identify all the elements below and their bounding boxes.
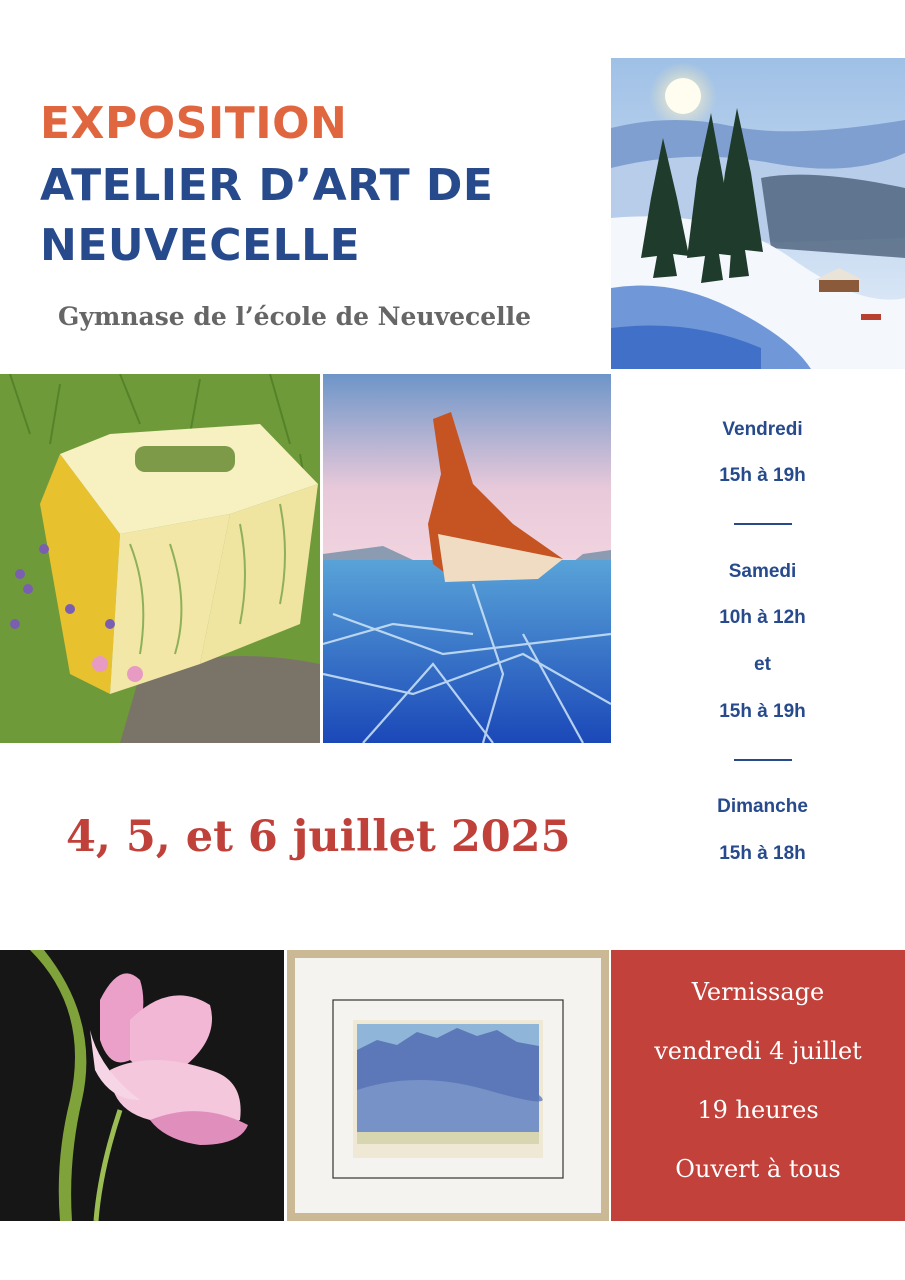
event-date: 4, 5, et 6 juillet 2025 <box>66 812 571 862</box>
winter-landscape-painting <box>611 58 905 369</box>
venue-subtitle: Gymnase de l’école de Neuvecelle <box>58 302 532 331</box>
schedule-divider <box>734 523 792 525</box>
saturday-afternoon-hours: 15h à 19h <box>719 701 806 722</box>
framed-mountain-painting <box>287 950 609 1221</box>
friday-label: Vendredi <box>722 419 803 440</box>
title-line-2: NEUVECELLE <box>40 220 361 271</box>
saturday-morning-hours: 10h à 12h <box>719 607 806 628</box>
schedule-divider <box>734 759 792 761</box>
exposition-heading: EXPOSITION <box>40 98 348 149</box>
vernissage-note: Ouvert à tous <box>675 1155 841 1183</box>
painted-box-photo <box>0 374 320 743</box>
saturday-conjunction: et <box>754 654 771 675</box>
vernissage-title: Vernissage <box>691 978 825 1006</box>
tulip-painting <box>0 950 284 1221</box>
title-line-1: ATELIER D’ART DE <box>40 160 494 211</box>
vernissage-date: vendredi 4 juillet <box>654 1037 862 1065</box>
sunday-label: Dimanche <box>717 796 808 817</box>
vernissage-time: 19 heures <box>697 1096 819 1124</box>
saturday-label: Samedi <box>728 561 797 582</box>
friday-hours: 15h à 19h <box>719 465 806 486</box>
rock-on-ice-painting <box>323 374 611 743</box>
sunday-hours: 15h à 18h <box>719 843 806 864</box>
